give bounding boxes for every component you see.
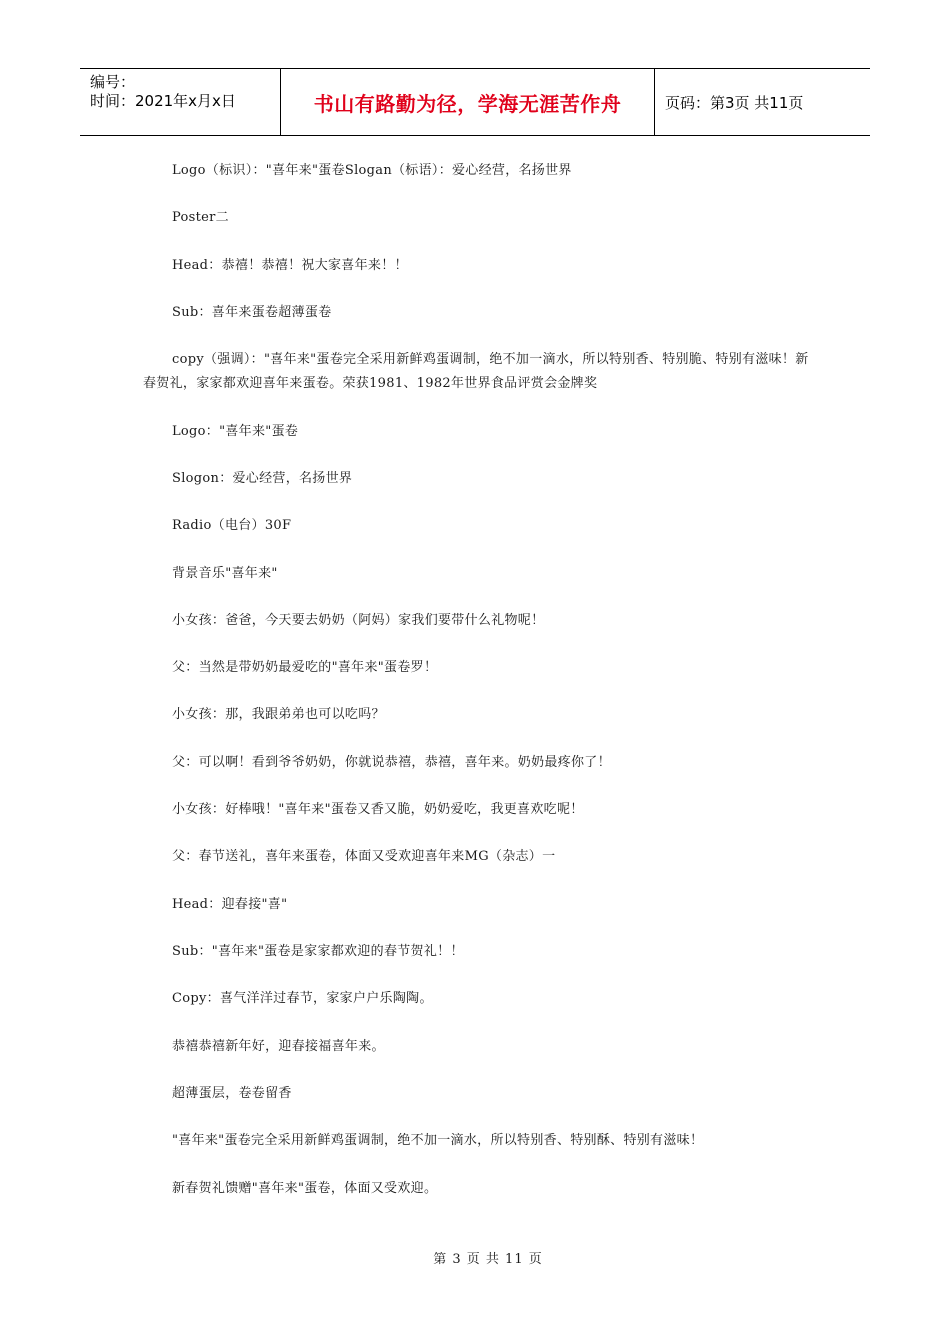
- paragraph-mg-copy-line-3: 超薄蛋层，卷卷留香: [172, 1086, 292, 1101]
- paragraph-slogon: Slogon：爱心经营，名扬世界: [172, 471, 353, 486]
- paragraph-dialogue-girl-2: 小女孩：那，我跟弟弟也可以吃吗？: [172, 707, 385, 722]
- paragraph-mg-copy-line-2: 恭禧恭禧新年好，迎春接福喜年来。: [172, 1039, 385, 1054]
- header-meta: [80, 69, 281, 135]
- paragraph-logo: Logo："喜年来"蛋卷: [172, 424, 299, 439]
- paragraph-copy: copy（强调）："喜年来"蛋卷完全采用新鲜鸡蛋调制，绝不加一滴水，所以特别香、特别脆、特别有滋味！新春贺礼，家家都欢迎喜年来蛋卷。荣获1981、1982年世界食品评赏会金牌奖: [143, 352, 809, 391]
- paragraph-poster-heading: Poster二: [172, 210, 229, 225]
- paragraph-dialogue-father-1: 父：当然是带奶奶最爱吃的"喜年来"蛋卷罗！: [172, 660, 438, 675]
- paragraph-mg-copy: Copy：喜气洋洋过春节，家家户户乐陶陶。: [172, 991, 433, 1006]
- paragraph-dialogue-girl-1: 小女孩：爸爸，今天要去奶奶（阿妈）家我们要带什么礼物呢！: [172, 613, 545, 628]
- paragraph-bgm: 背景音乐"喜年来": [172, 566, 278, 581]
- page-footer: 第 3 页 共 11 页: [433, 1252, 543, 1267]
- paragraph-mg-sub: Sub："喜年来"蛋卷是家家都欢迎的春节贺礼！！: [172, 944, 464, 959]
- paragraph-logo-slogan: Logo（标识）："喜年来"蛋卷Slogan（标语）：爱心经营，名扬世界: [172, 163, 572, 178]
- paragraph-dialogue-father-3: 父：春节送礼，喜年来蛋卷，体面又受欢迎喜年来MG（杂志）一: [172, 849, 556, 864]
- paragraph-head: Head：恭禧！恭禧！祝大家喜年来！！: [172, 258, 408, 273]
- document-number-label: 编号：: [90, 73, 136, 91]
- paragraph-dialogue-father-2: 父：可以啊！看到爷爷奶奶，你就说恭禧，恭禧，喜年来。奶奶最疼你了！: [172, 755, 611, 770]
- document-time-label: 时间：2021年x月x日: [90, 92, 236, 110]
- paragraph-sub: Sub：喜年来蛋卷超薄蛋卷: [172, 305, 332, 320]
- header-motto: 书山有路勤为径，学海无涯苦作舟: [281, 69, 655, 135]
- paragraph-dialogue-girl-3: 小女孩：好棒哦！"喜年来"蛋卷又香又脆，奶奶爱吃，我更喜欢吃呢！: [172, 802, 584, 817]
- paragraph-mg-copy-line-4: "喜年来"蛋卷完全采用新鲜鸡蛋调制，绝不加一滴水，所以特别香、特别酥、特别有滋味！: [172, 1133, 704, 1148]
- paragraph-radio: Radio（电台）30F: [172, 518, 292, 533]
- paragraph-mg-head: Head：迎春接"喜": [172, 897, 288, 912]
- paragraph-mg-copy-line-5: 新春贺礼馈赠"喜年来"蛋卷，体面又受欢迎。: [172, 1181, 438, 1196]
- page-header: [80, 68, 870, 136]
- header-page-info: 页码：第3页 共11页: [665, 93, 804, 112]
